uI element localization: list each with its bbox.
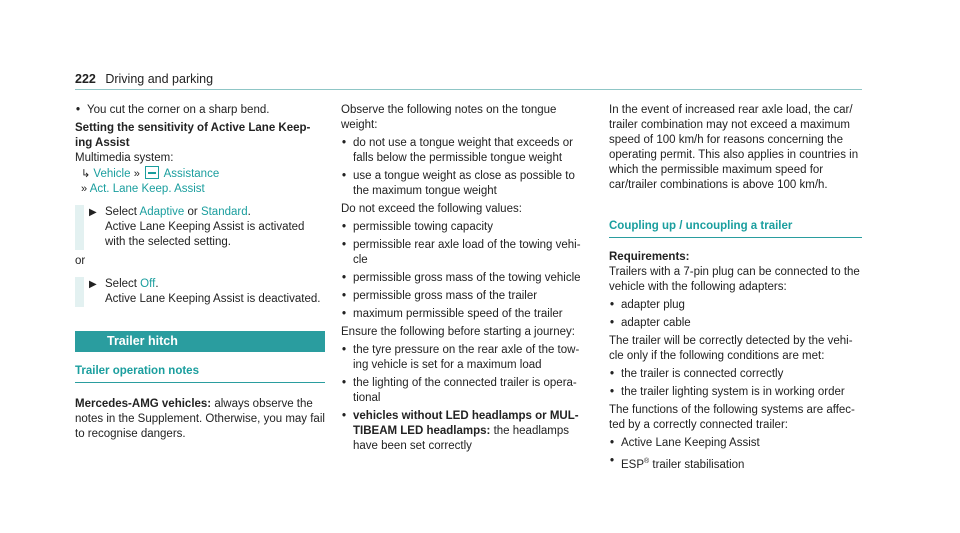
step-description: Active Lane Keeping Assist is activated with the selected setting. <box>105 221 305 248</box>
return-arrow-icon: ↳ <box>81 168 91 180</box>
list-item: • vehicles without LED headlamps or MUL- TIBEAM LED headlamps: the headlamps have been set correctly <box>341 409 591 454</box>
double-chevron-icon: » <box>133 168 140 180</box>
amg-note: Mercedes-AMG vehicles: always observe the notes in the Supplement. Otherwise, you may fail to recognise dangers. <box>75 398 325 440</box>
header-divider <box>75 89 862 90</box>
subsection-title: Trailer operation notes <box>75 364 325 383</box>
menu-path-lane-keep: Act. Lane Keep. Assist <box>89 183 205 195</box>
page-number: 222 <box>75 72 96 86</box>
system-label: Multimedia system: <box>75 152 174 164</box>
list-item: • Active Lane Keeping Assist <box>609 436 862 451</box>
menu-path-assistance: Assistance <box>163 168 220 180</box>
affected-systems-text: The functions of the following systems are affec- ted by a correctly connected trailer: <box>609 404 855 431</box>
option-off: Off <box>140 278 156 290</box>
menu-path-line2 <box>75 182 325 197</box>
subsection-title: Coupling up / uncoupling a trailer <box>609 219 862 238</box>
list-item: • You cut the corner on a sharp bend. <box>75 103 325 118</box>
play-arrow-icon: ▶ <box>89 207 97 218</box>
section-band-trailer-hitch: Trailer hitch <box>75 331 325 352</box>
play-arrow-icon: ▶ <box>89 279 97 290</box>
list-item: • ESP® trailer stabilisation <box>609 454 862 473</box>
step-bar <box>75 205 84 250</box>
requirements-label: Requirements: <box>609 251 690 263</box>
list-item: • adapter plug <box>609 298 862 313</box>
list-item: • permissible gross mass of the towing vehicle <box>341 271 591 286</box>
section-heading: Setting the sensitivity of Active Lane Keep- ing Assist <box>75 122 311 149</box>
step-description: Active Lane Keeping Assist is deactivated. <box>105 293 321 305</box>
instruction-step: ▶ Select Adaptive or Standard. Active Lane Keeping Assist is activated with the selected setting. <box>75 205 325 250</box>
list-item: • adapter cable <box>609 316 862 331</box>
double-chevron-icon: » <box>81 183 88 195</box>
list-item: • permissible rear axle load of the towing vehi- cle <box>341 238 591 268</box>
list-item: • maximum permissible speed of the trailer <box>341 307 591 322</box>
list-item: • the tyre pressure on the rear axle of the tow- ing vehicle is set for a maximum load <box>341 343 591 373</box>
page-header <box>75 72 213 86</box>
list-item: • permissible gross mass of the trailer <box>341 289 591 304</box>
column-3 <box>609 103 862 476</box>
detection-text: The trailer will be correctly detected by the vehi- cle only if the following conditions are met: <box>609 335 853 362</box>
list-item: • the lighting of the connected trailer is opera- tional <box>341 376 591 406</box>
step-bar <box>75 277 84 307</box>
section-title: Driving and parking <box>105 72 214 86</box>
list-item: • use a tongue weight as close as possible to the maximum tongue weight <box>341 169 591 199</box>
journey-intro: Ensure the following before starting a journey: <box>341 326 575 338</box>
menu-path <box>75 166 325 182</box>
option-standard: Standard <box>200 206 248 218</box>
column-2 <box>341 103 591 457</box>
dashboard-icon <box>145 166 159 179</box>
menu-path-vehicle: Vehicle <box>93 168 131 180</box>
requirements-text: Trailers with a 7-pin plug can be connected to the vehicle with the following adapters: <box>609 266 860 293</box>
values-intro: Do not exceed the following values: <box>341 203 522 215</box>
tongue-weight-intro: Observe the following notes on the tongue weight: <box>341 104 557 131</box>
or-label: or <box>75 255 86 267</box>
column-1 <box>75 103 325 445</box>
rear-axle-paragraph: In the event of increased rear axle load, the car/ trailer combination may not exceed a maximum speed of 100 km/h for reasons concerning the operating permit. This also applies in countries in which the permissible maximum speed for car/trailer combinations is above 100 km/h. <box>609 104 859 191</box>
list-item: • the trailer is connected correctly <box>609 367 862 382</box>
list-item: • do not use a tongue weight that exceeds or falls below the permissible tongue weight <box>341 136 591 166</box>
option-adaptive: Adaptive <box>139 206 185 218</box>
instruction-step: ▶ Select Off. Active Lane Keeping Assist is deactivated. <box>75 277 325 307</box>
list-item: • the trailer lighting system is in working order <box>609 385 862 400</box>
list-item: • permissible towing capacity <box>341 220 591 235</box>
